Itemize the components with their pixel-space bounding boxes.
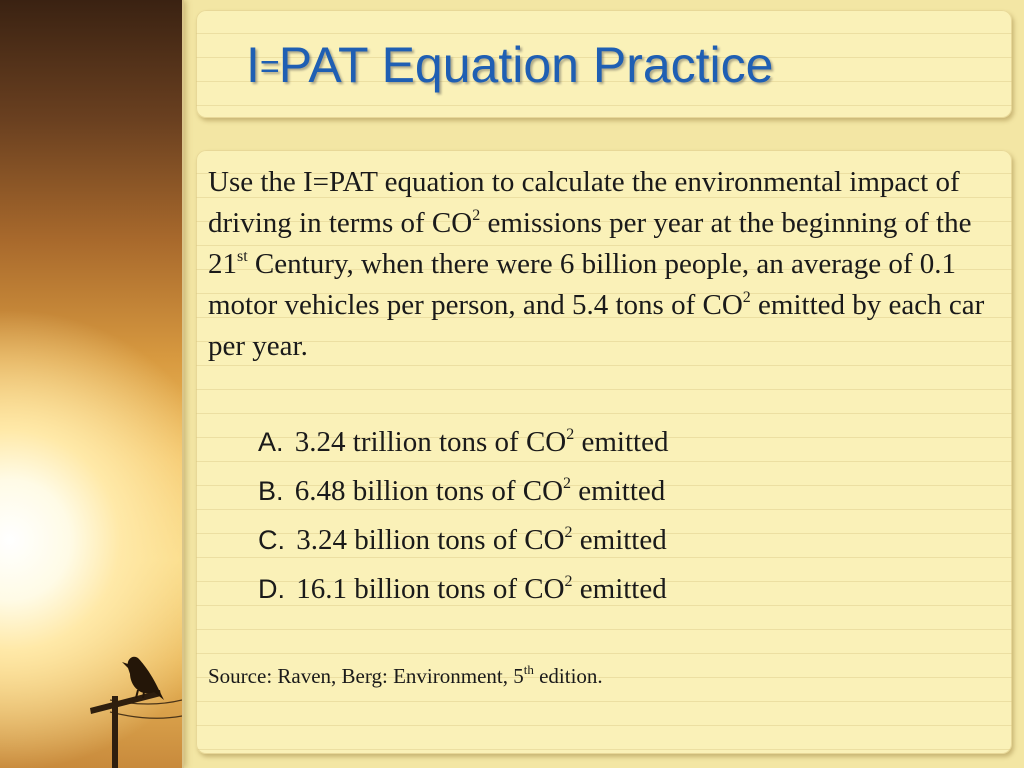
question-part-4: emitted by each car per year.: [208, 289, 985, 362]
source-text-end: edition.: [533, 664, 603, 688]
answer-text-end: emitted: [574, 426, 669, 458]
source-superscript: th: [523, 662, 534, 677]
title-suffix: PAT Equation Practice: [278, 37, 774, 93]
answer-text-end: emitted: [572, 573, 667, 605]
answer-option-d[interactable]: [258, 567, 668, 616]
answer-superscript: 2: [564, 524, 573, 541]
question-part-2: emissions per year at the beginning of the 21: [208, 207, 972, 280]
sunset-background-image: [0, 0, 184, 768]
answer-superscript: 2: [566, 426, 575, 443]
answer-text-end: emitted: [572, 524, 667, 556]
answer-text: 3.24 trillion tons of CO: [287, 426, 567, 458]
answer-option-b[interactable]: [258, 469, 668, 518]
question-co2-superscript-1: 2: [472, 207, 481, 224]
answer-choices: [258, 420, 668, 616]
answer-superscript: 2: [563, 475, 572, 492]
source-text: Source: Raven, Berg: Environment, 5: [208, 664, 524, 688]
bird-on-pole-silhouette: [0, 0, 182, 768]
answer-letter: B.: [258, 476, 284, 506]
question-text: [208, 162, 1003, 367]
title-prefix: I: [246, 37, 260, 93]
answer-text: 3.24 billion tons of CO: [289, 524, 565, 556]
question-co2-superscript-2: 2: [742, 289, 751, 306]
answer-option-a[interactable]: [258, 420, 668, 469]
slide-title: [246, 36, 773, 94]
question-st-superscript: st: [237, 248, 248, 265]
answer-letter: A.: [258, 427, 284, 457]
answer-text: 16.1 billion tons of CO: [289, 573, 565, 605]
answer-superscript: 2: [564, 573, 573, 590]
title-equals-sign: =: [259, 48, 279, 86]
answer-letter: D.: [258, 574, 285, 604]
question-part-1: Use the I=PAT equation to calculate the environmental impact of driving in terms of CO: [208, 166, 960, 239]
source-citation: [208, 664, 603, 689]
answer-letter: C.: [258, 525, 285, 555]
question-part-3: Century, when there were 6 billion people, an average of 0.1 motor vehicles per person, and 5.4 tons of CO: [208, 248, 957, 321]
answer-text: 6.48 billion tons of CO: [287, 475, 564, 507]
answer-text-end: emitted: [571, 475, 666, 507]
answer-option-c[interactable]: [258, 518, 668, 567]
